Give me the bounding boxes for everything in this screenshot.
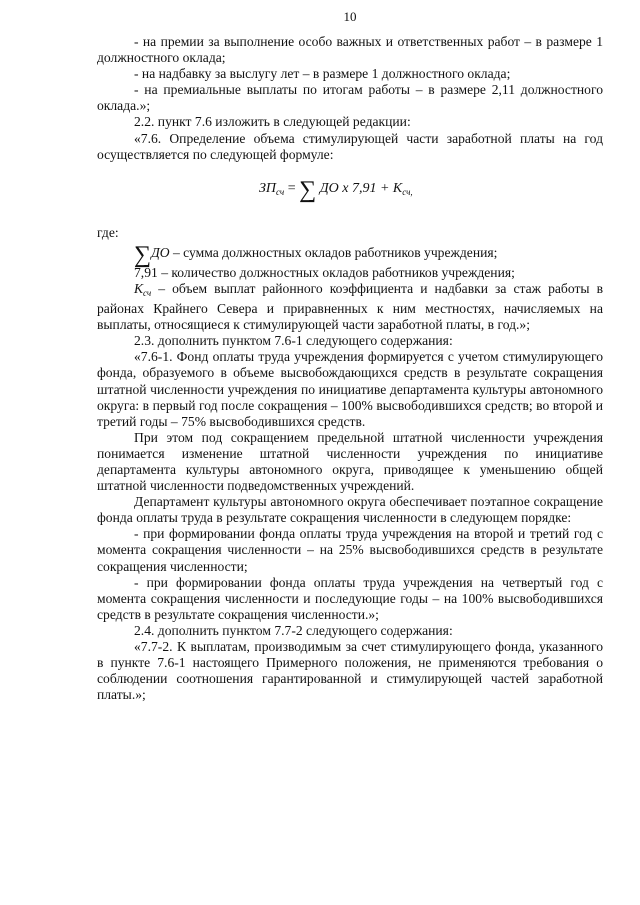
definition-coefficient: 7,91 – количество должностных окладов работников учреждения; — [134, 264, 515, 280]
sigma-symbol: ∑ — [299, 176, 317, 203]
formula-lhs-subscript: сч — [276, 186, 285, 197]
paragraph-department-procedure: Департамент культуры автономного округа обеспечивает поэтапное сокращение фонда оплаты труда в результате сокращения численности в следующем порядке: — [97, 494, 603, 526]
paragraph-item-2-2: 2.2. пункт 7.6 изложить в следующей редакции: — [134, 114, 411, 130]
formula — [259, 176, 413, 203]
paragraph-premium-payments: - на премиальные выплаты по итогам работы – в размере 2,11 должностного оклада.»; — [97, 82, 603, 114]
formula-equals: = — [287, 180, 296, 196]
paragraph-item-7-7-2: «7.7-2. К выплатам, производимым за счет стимулирующего фонда, указанного в пункте 7.6-1 настоящего Примерного положения, не применяются требования о соблюдении соотношения гарантированной и стимулирующей частей заработной платы.»; — [97, 639, 603, 703]
paragraph-second-third-year: - при формировании фонда оплаты труда учреждения на второй и третий год с момента сокращения численности – на 25% высвободившихся средств в результате сокращения численности; — [97, 526, 603, 574]
definition-do — [97, 241, 603, 268]
definition-do-symbol: ДО — [151, 244, 170, 260]
paragraph-item-2-3: 2.3. дополнить пунктом 7.6-1 следующего содержания: — [134, 333, 453, 349]
page-number: 10 — [343, 9, 357, 24]
where-label: где: — [97, 224, 119, 240]
formula-term-subscript: сч, — [402, 186, 413, 197]
definition-ksch — [97, 281, 603, 333]
formula-term: ДО х 7,91 + К — [319, 180, 403, 196]
paragraph-premium-bonus: - на премии за выполнение особо важных и ответственных работ – в размере 1 должностного оклада; — [97, 34, 603, 66]
formula-lhs: ЗП — [259, 180, 277, 196]
paragraph-item-7-6: «7.6. Определение объема стимулирующей части заработной платы на год осуществляется по следующей формуле: — [97, 130, 603, 162]
paragraph-seniority-bonus: - на надбавку за выслугу лет – в размере 1 должностного оклада; — [134, 66, 511, 82]
definition-ksch-subscript: сч — [143, 287, 152, 298]
paragraph-item-2-4: 2.4. дополнить пунктом 7.7-2 следующего содержания: — [134, 622, 453, 638]
paragraph-fourth-year: - при формировании фонда оплаты труда учреждения на четвертый год с момента сокращения численности и последующие годы – на 100% высвободившихся средств в результате сокращения численности.»; — [97, 574, 603, 622]
paragraph-item-7-6-1: «7.6-1. Фонд оплаты труда учреждения формируется с учетом стимулирующего фонда, образуемого в объеме высвобождающихся средств в результате сокращения штатной численности учреждения по инициативе департамента культуры автономного округа: в первый год после сокращения – 100% высвободившихся средств; во второй и третий годы – 75% высвободившихся средств. — [97, 349, 603, 429]
formula-block — [97, 169, 603, 225]
definition-ksch-symbol: К — [134, 280, 144, 296]
definition-do-text: – сумма должностных окладов работников учреждения; — [169, 244, 498, 260]
sigma-symbol: ∑ — [134, 241, 152, 268]
definition-ksch-text: – объем выплат районного коэффициента и надбавки за стаж работы в районах Крайнего Севера и приравненных к ним местностях, начисляемых на выплаты, относящиеся к стимулирующей части заработной платы, в год.»; — [97, 280, 603, 333]
paragraph-staff-reduction-definition: При этом под сокращением предельной штатной численности учреждения понимается изменение штатной численности учреждения по инициативе департамента культуры автономного округа, приводящее к уменьшению общей штатной численности подведомственных учреждений. — [97, 429, 603, 494]
document-body — [97, 34, 603, 703]
